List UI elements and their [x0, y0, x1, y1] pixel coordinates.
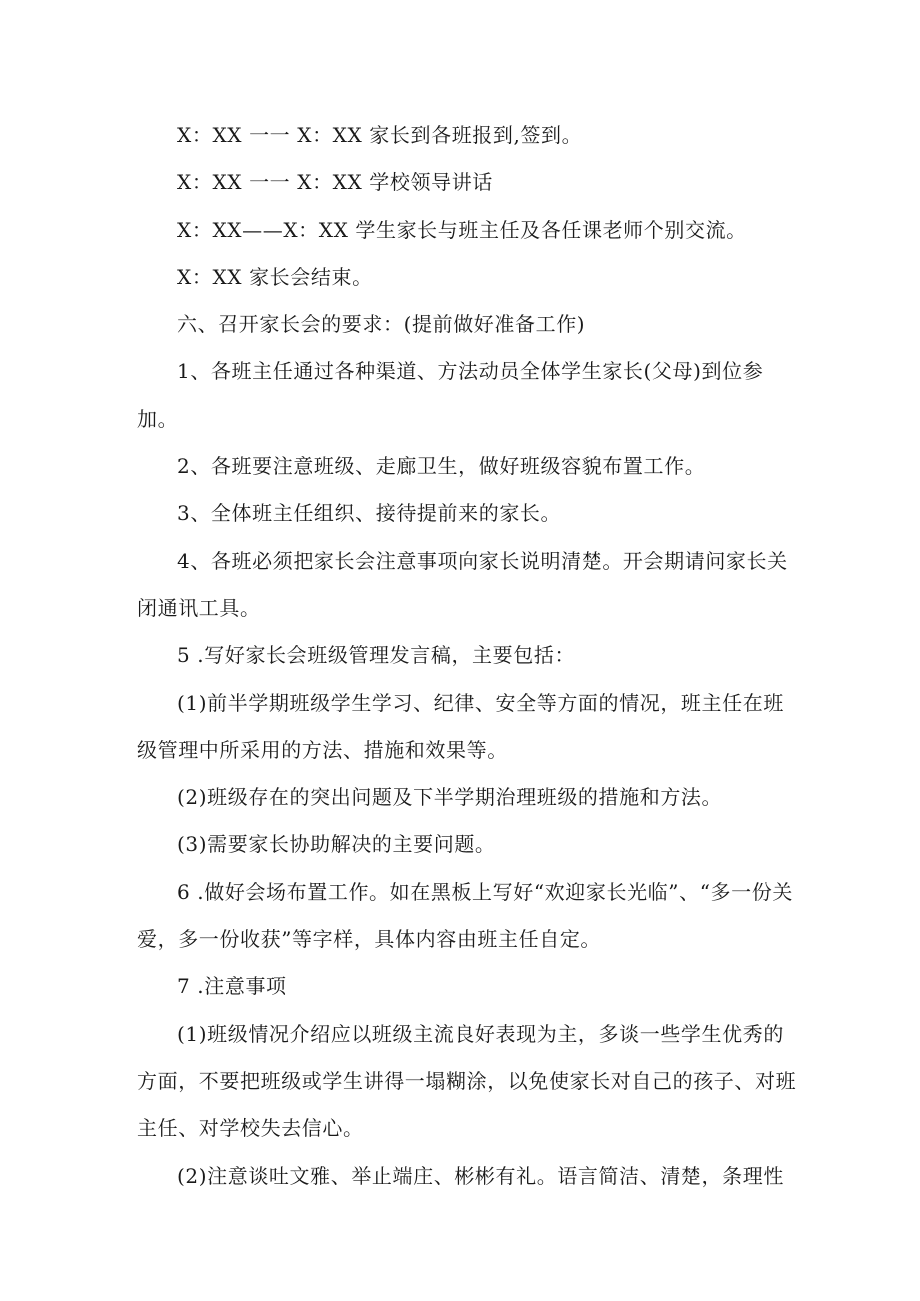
requirement-item-2: 2、各班要注意班级、走廊卫生，做好班级容貌布置工作。 — [177, 454, 706, 479]
requirement-item-7-sub-1: (1)班级情况介绍应以班级主流良好表现为主，多谈一些学生优秀的方面，不要把班级或学生讲得一塌糊涂，以免使家长对自己的孩子、对班主任、对学校失去信心。 — [137, 1021, 797, 1141]
requirement-item-6: 6 .做好会场布置工作。如在黑板上写好“欢迎家长光临”、“多一份关爱，多一份收获”等字样，具体内容由班主任自定。 — [137, 879, 793, 952]
requirement-item-5-sub-1: (1)前半学期班级学生学习、纪律、安全等方面的情况，班主任在班级管理中所采用的方法、措施和效果等。 — [137, 690, 784, 762]
schedule-line-leader-speech: X：XX 一一 X：XX 学校领导讲话 — [177, 170, 493, 195]
schedule-line-exchange: X：XX——X：XX 学生家长与班主任及各任课老师个别交流。 — [177, 217, 747, 242]
requirement-item-5: 5 .写好家长会班级管理发言稿，主要包括： — [177, 643, 576, 668]
requirement-item-7-sub-2: (2)注意谈吐文雅、举止端庄、彬彬有礼。语言简洁、清楚，条理性 — [177, 1163, 784, 1188]
requirement-item-4: 4、各班必须把家长会注意事项向家长说明清楚。开会期请问家长关闭通讯工具。 — [137, 548, 788, 620]
document-page — [137, 112, 797, 1200]
requirement-item-5-sub-2: (2)班级存在的突出问题及下半学期治理班级的措施和方法。 — [177, 785, 723, 810]
requirement-item-3: 3、全体班主任组织、接待提前来的家长。 — [177, 501, 562, 526]
requirement-item-5-sub-3: (3)需要家长协助解决的主要问题。 — [177, 832, 496, 857]
requirement-item-1: 1、各班主任通过各种渠道、方法动员全体学生家长(父母)到位参加。 — [137, 359, 764, 431]
schedule-line-end: X：XX 家长会结束。 — [177, 264, 373, 289]
requirement-item-7: 7 .注意事项 — [177, 974, 287, 999]
schedule-line-checkin: X：XX 一一 X：XX 家长到各班报到,签到。 — [177, 123, 583, 147]
section-heading-requirements: 六、召开家长会的要求：(提前做好准备工作) — [177, 312, 586, 337]
